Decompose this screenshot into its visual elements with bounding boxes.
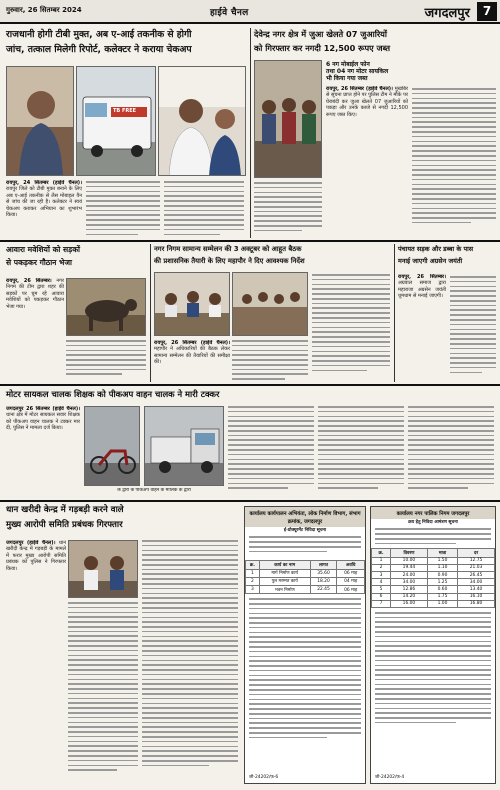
story7-headline-2: मुख्य आरोपी समिति प्रबंधक गिरफ्तार: [6, 520, 123, 530]
story4-dateline: रायपुर, 26 सितम्बर (हाईवे चैनल)।: [154, 340, 230, 346]
story4-headline-1: नगर निगम सामान्य सम्मेलन की 3 अक्टूबर को आहूत बैठक: [154, 245, 302, 253]
story3-lead: नगर निगम की टीम द्वारा शहर की सड़कों पर घूम रहे आवारा मवेशियों को पकड़कर गौठान भेजा गया।: [6, 278, 64, 310]
hall-illustration: [233, 273, 308, 336]
story3-col-2: [66, 340, 146, 380]
story4-col-2: [232, 340, 308, 382]
table-cell: 06 माह: [337, 585, 365, 593]
notice1-col: लागत: [310, 561, 337, 569]
notice2-subtitle: क्रय हेतु निविदा आमंत्रण सूचना: [408, 520, 458, 525]
table-cell: 06 माह: [337, 569, 365, 577]
story1-col-2: [86, 181, 160, 237]
column-divider: [394, 244, 395, 382]
story2-col-2: [412, 88, 496, 236]
column-divider: [150, 244, 151, 382]
table-cell: 4: [372, 579, 391, 586]
table-row: [372, 557, 495, 564]
story1-headline-2: जांच, तत्काल मिलेगी रिपोर्ट, कलेक्टर ने कराया चेकअप: [6, 44, 192, 55]
story5-body: [398, 274, 446, 382]
story7-lead: धान खरीदी केन्द्र में गड़बड़ी के मामले में फरार मुख्य आरोपी समिति प्रबंधक को पुलिस ने गिरफ्तार किया।: [6, 540, 66, 572]
table-cell: भवन निर्माण: [259, 585, 310, 593]
table-cell: 04 माह: [337, 577, 365, 585]
story1-col-3: [164, 181, 244, 237]
story1-body: [6, 180, 82, 236]
table-cell: पुल मरम्मत कार्य: [259, 577, 310, 585]
story5-headline-1: पंचायत सड़क और डब्बा के पास: [398, 245, 474, 253]
notice2-conditions: [375, 612, 491, 730]
table-cell: 24.00: [391, 571, 428, 578]
table-cell: 7: [372, 600, 391, 607]
table-cell: 1.10: [427, 564, 457, 571]
story5-col-2: [450, 276, 496, 382]
table-cell: 0.60: [427, 586, 457, 593]
table-cell: मार्ग निर्माण कार्य: [259, 569, 310, 577]
story5-dateline: रायपुर, 26 सितम्बर।: [398, 274, 446, 280]
table-cell: 16.00: [391, 600, 428, 607]
table-cell: 35.60: [310, 569, 337, 577]
story3-photo-cattle: [66, 278, 146, 336]
motorcycle-illustration: [85, 407, 140, 486]
story2-sub-3: भी किया गया जब्त: [326, 74, 368, 82]
table-cell: 1: [246, 569, 260, 577]
table-cell: 3: [246, 585, 260, 593]
notice1-footer: जी-24202/फ़-6: [249, 774, 279, 780]
notice1-col: कार्य का नाम: [259, 561, 310, 569]
notice2-col: मात्रा: [427, 549, 457, 557]
story5-headline-2: मनाई जाएगी अग्रसेन जयंती: [398, 257, 463, 265]
meeting-illustration: [155, 273, 230, 336]
notice2-intro: [375, 528, 491, 546]
table-row: [372, 571, 495, 578]
story6-caption: के द्वारा के पीकअप वाहन के मालिक के द्वारा: [117, 488, 191, 493]
story4-col-3: [312, 274, 390, 382]
table-cell: 1.75: [427, 593, 457, 600]
story2-photo-accused: [254, 60, 322, 178]
paper-name: हाईवे चैनल: [210, 8, 249, 18]
table-cell: 12.75: [458, 557, 495, 564]
table-cell: 6: [372, 593, 391, 600]
table-cell: 26.45: [458, 571, 495, 578]
table-cell: 19.44: [391, 564, 428, 571]
notice1-table: [245, 560, 365, 594]
accused-group-illustration: [255, 61, 322, 178]
story4-body: [154, 340, 230, 382]
table-cell: 18.20: [310, 577, 337, 585]
story3-headline-1: आवारा मवेशियों को सड़कों: [6, 245, 81, 254]
story1-lead: रायपुर जिले को टीबी मुक्त बनाने के लिए अब ए-आई तकनीक से लैस मोबाइल वैन से जांच की जा रही है। कलेक्टर ने स्वयं चेकअप कराकर अभियान का शुभारंभ किया।: [6, 186, 82, 219]
story4-lead: महापौर ने अधिकारियों की बैठक लेकर सामान्य सम्मेलन की तैयारियों की समीक्षा की।: [154, 346, 230, 366]
van-label: TB FREE: [113, 108, 137, 114]
table-row: [246, 577, 365, 585]
notice1-title: कार्यालय कार्यपालन अभियंता, लोक निर्माण विभाग, संभाग क्रमांक, जगदलपुर: [245, 507, 365, 527]
story6-col-2: [228, 406, 314, 496]
notice1-conditions: [249, 598, 361, 748]
story4-photo-hall: [232, 272, 308, 336]
notice2-col: क्र.: [372, 549, 391, 557]
story7-body: [6, 540, 66, 784]
story6-photo-bike: [84, 406, 140, 486]
table-cell: 3: [372, 571, 391, 578]
cattle-illustration: [67, 279, 146, 336]
notice2-title: कार्यालय नगर पालिक निगम जगदलपुर: [371, 507, 495, 519]
table-cell: 12.86: [391, 586, 428, 593]
story2-subheads: [326, 62, 496, 83]
story1-dateline: रायपुर, 24 सितम्बर (हाईवे चैनल)।: [6, 180, 82, 186]
tb-van-illustration: [77, 67, 156, 176]
story7-photo-accused: [68, 540, 138, 598]
story1-photo-checkup: [158, 66, 246, 176]
table-cell: 1.50: [427, 557, 457, 564]
notice1-col: अवधि: [337, 561, 365, 569]
story7-dateline: जगदलपुर (हाईवे चैनल)।: [6, 540, 56, 546]
table-cell: 34.00: [391, 579, 428, 586]
story1-photo-person: [6, 66, 74, 176]
section-divider-1: [0, 240, 500, 242]
table-row: [246, 585, 365, 593]
table-cell: 21.03: [458, 564, 495, 571]
story2-headline-1: देवेन्द्र नगर क्षेत्र में जुआ खेलते 07 जुआरियों: [254, 29, 388, 39]
story6-col-4: [408, 406, 494, 496]
table-row: [372, 579, 495, 586]
section-divider-2: [0, 384, 500, 386]
table-row: [372, 586, 495, 593]
table-row: [372, 564, 495, 571]
story1-headline-1: राजधानी होगी टीबी मुक्त, अब ए-आई तकनीक से होगी: [6, 29, 192, 40]
arrested-manager-illustration: [69, 541, 138, 598]
story6-headline: मोटर सायकल चालक शिक्षक को पीकअप वाहन चालक ने मारी टक्कर: [6, 389, 220, 399]
checkup-illustration: [159, 67, 246, 176]
story6-dateline: जगदलपुर 26 सितम्बर (हाईवे चैनल)।: [6, 406, 80, 412]
story2-dateline: रायपुर, 26 सितम्बर (हाईवे चैनल)।: [326, 86, 393, 92]
story7-headline-1: धान खरीदी केन्द्र में गड़बड़ी करने वाले: [6, 505, 124, 515]
table-row: [246, 569, 365, 577]
story2-headline-2: को गिरफ्तार कर नगदी 12,500 रूपए जब्त: [254, 43, 391, 53]
notice2-col: विवरण: [391, 549, 428, 557]
story7-col-2: [68, 602, 138, 784]
table-cell: 34.00: [458, 579, 495, 586]
section-divider-3: [0, 500, 500, 502]
notice2-footer: जी-24202/फ़-4: [375, 774, 405, 780]
table-cell: 13.40: [458, 586, 495, 593]
story6-photo-pickup: [144, 406, 224, 486]
story4-photo-meeting: [154, 272, 230, 336]
story3-headline-2: से पकड़कर गौठान भेजा: [6, 258, 72, 267]
city-edition: जगदलपुर: [424, 6, 470, 21]
story6-lead: थाना क्षेत्र में मोटर सायकल सवार शिक्षक को पीकअप वाहन चालक ने टक्कर मार दी, पुलिस ने मामला दर्ज किया।: [6, 412, 80, 432]
table-cell: 22.45: [310, 585, 337, 593]
story2-lead: मुखबिर से सूचना प्राप्त होने पर पुलिस टीम ने मौके पर घेराबंदी कर जुआ खेलते 07 जुआरियों को पकड़ा और उनके कब्जे से नगदी 12,500 रूपए जब्त किए।: [326, 86, 408, 118]
story2-body: [326, 86, 408, 236]
page-number: 7: [477, 2, 497, 21]
table-cell: 10.00: [391, 557, 428, 564]
column-divider: [250, 28, 251, 238]
table-cell: 2: [372, 564, 391, 571]
story5-lead: अग्रवाल समाज द्वारा महाराजा अग्रसेन जयंती धूमधाम से मनाई जाएगी।: [398, 280, 446, 300]
story3-body: [6, 278, 64, 378]
notice2-table: [371, 548, 495, 608]
table-cell: 1.00: [427, 600, 457, 607]
pickup-vehicle-illustration: [145, 407, 224, 486]
notice1-subtitle: ई-प्रोक्यूरमेंट निविदा सूचना: [283, 528, 327, 533]
table-cell: 1: [372, 557, 391, 564]
story2-sub-1: 6 नग मोबाईल फोन: [326, 61, 370, 68]
notice1-col: क्र.: [246, 561, 260, 569]
table-cell: 14.20: [391, 593, 428, 600]
notice1-intro: [249, 536, 361, 558]
table-row: [372, 600, 495, 607]
tender-notice-municipal: [370, 506, 496, 784]
story6-col-3: [318, 406, 404, 496]
issue-date: गुरुवार, 26 सितम्बर 2024: [6, 6, 82, 14]
story1-photo-van: [76, 66, 156, 176]
tender-notice-pwd: [244, 506, 366, 784]
story2-sub-2: तथा 04 नग मोटर सायकिल: [326, 67, 389, 75]
table-cell: 16.80: [458, 600, 495, 607]
notice2-col: दर: [458, 549, 495, 557]
table-row: [372, 593, 495, 600]
story6-body: [6, 406, 80, 494]
masthead: [0, 0, 500, 24]
table-cell: 5: [372, 586, 391, 593]
story7-col-3: [142, 540, 238, 784]
person-illustration: [7, 67, 74, 176]
table-cell: 1.25: [427, 579, 457, 586]
table-cell: 2: [246, 577, 260, 585]
table-cell: 0.90: [427, 571, 457, 578]
table-cell: 16.10: [458, 593, 495, 600]
story4-headline-2: की प्रशासनिक तैयारी के लिए महापौर ने दिए आवश्यक निर्देश: [154, 257, 305, 265]
story3-dateline: रायपुर, 26 सितम्बर।: [6, 278, 52, 284]
story2-col-bottom: [254, 182, 322, 236]
